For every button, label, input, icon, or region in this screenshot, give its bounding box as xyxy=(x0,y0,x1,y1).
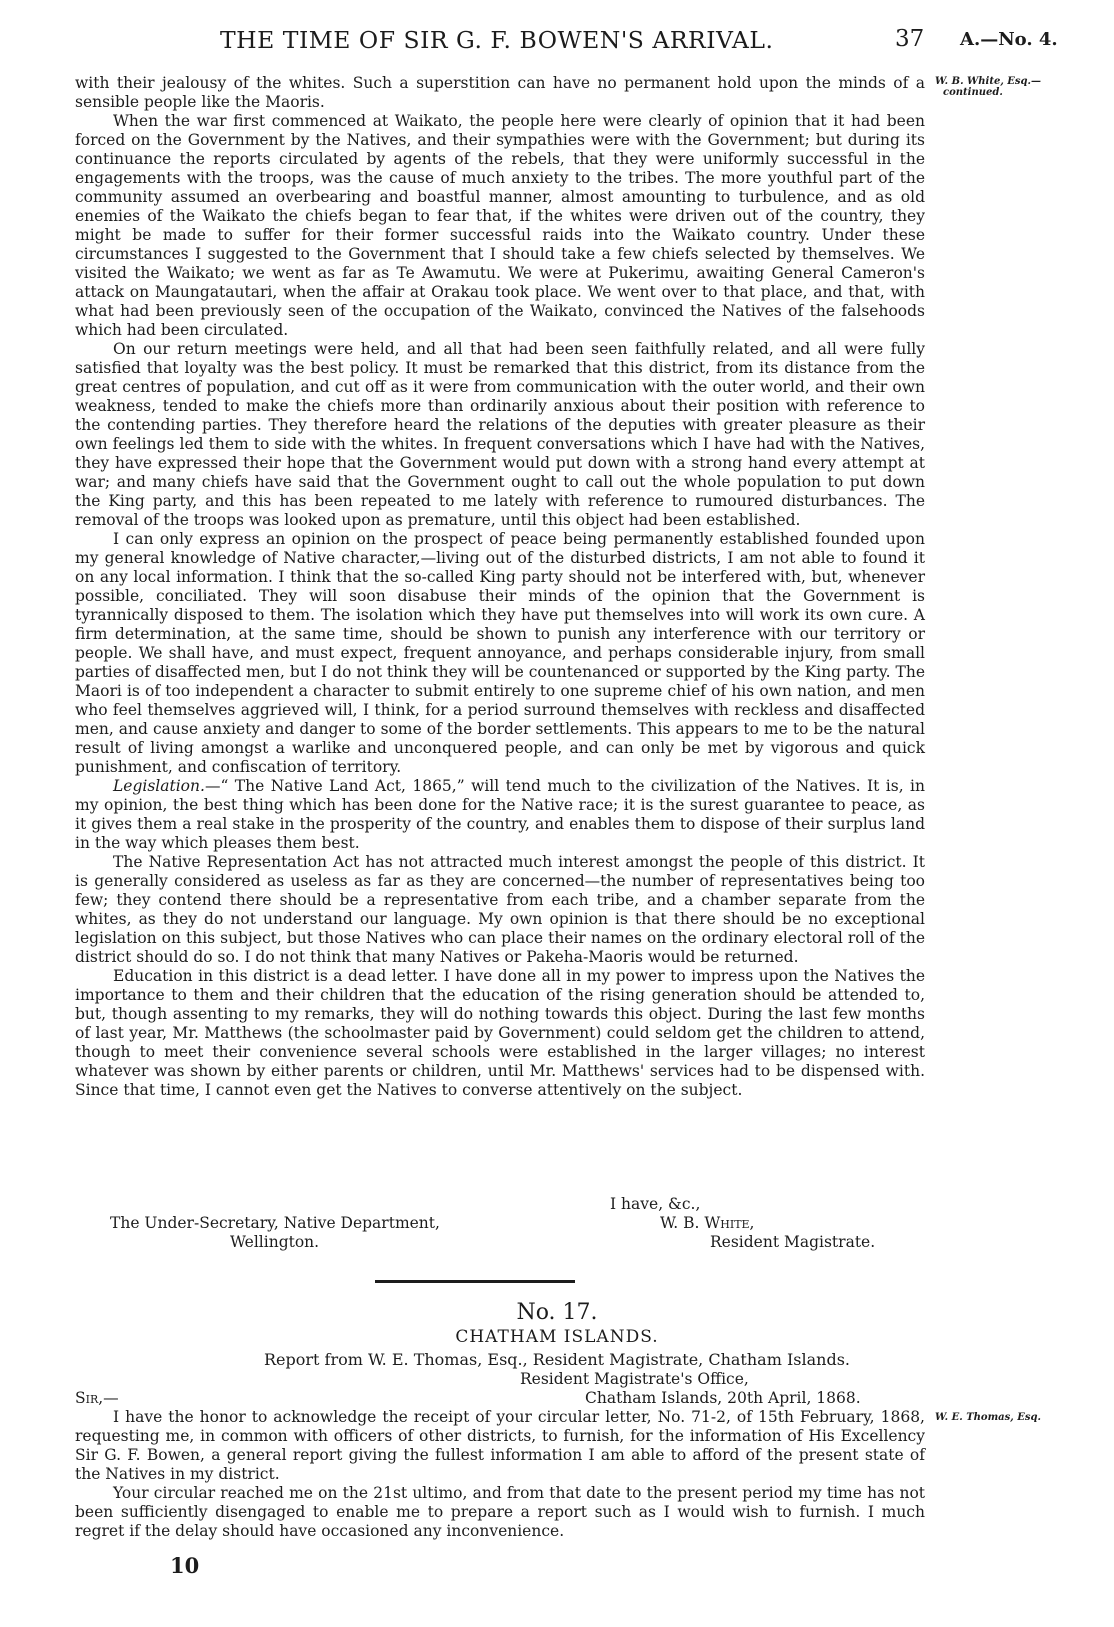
paragraph: When the war first commenced at Waikato, the people here were clearly of opinion that it had been forced on the Government by the Natives, and their sympathies were with the Government; but during its continuance the reports circulated by agents of the rebels, that they were uniformly successful in the engagements with the troops, was the cause of much anxiety to the tribes. The more youthful part of the community assumed an overbearing and boastful manner, almost amounting to turbulence, and as old enemies of the Waikato the chiefs began to fear that, if the whites were driven out of the country, they might be made to suffer for their former successful raids into the Waikato country. Under these circumstances I suggested to the Government that I should take a few chiefs selected by themselves. We visited the Waikato; we went as far as Te Awamutu. We were at Pukerimu, awaiting General Cameron's attack on Maungatautari, when the affair at Orakau took place. We went over to that place, and that, with what had been previously seen of the occupation of the Waikato, convinced the Natives of the falsehoods which had been circulated. xyxy=(75,112,925,339)
addressee-block xyxy=(110,1214,440,1252)
document-number: No. 17. xyxy=(516,1300,598,1325)
office-address xyxy=(520,1370,861,1408)
signature-mark: 10 xyxy=(170,1553,200,1578)
document-region: CHATHAM ISLANDS. xyxy=(455,1327,659,1347)
office-line: Resident Magistrate's Office, xyxy=(520,1370,749,1388)
legislation-heading: Legislation. xyxy=(113,777,205,795)
date-line: Chatham Islands, 20th April, 1868. xyxy=(585,1389,861,1407)
letter-body-thomas xyxy=(75,1408,925,1541)
margin-note-line: W. B. White, Esq.— xyxy=(935,76,1042,87)
closing-line: I have, &c., xyxy=(610,1195,701,1213)
closing-block xyxy=(610,1195,875,1252)
paragraph-legislation xyxy=(75,777,925,853)
signatory-name: W. B. White, xyxy=(660,1214,755,1232)
document-subtitle: Report from W. E. Thomas, Esq., Resident Magistrate, Chatham Islands. xyxy=(264,1350,850,1369)
margin-note-thomas: W. E. Thomas, Esq. xyxy=(935,1412,1041,1423)
letter-body-white xyxy=(75,74,925,1100)
paragraph: Education in this district is a dead letter. I have done all in my power to impress upon the Natives the importance to them and their children that the education of the rising generation should be attended to, but, though assenting to my remarks, they will do nothing towards this object. During the last few months of last year, Mr. Matthews (the schoolmaster paid by Government) could seldom get the children to attend, though to meet their convenience several schools were established in the larger villages; no interest whatever was shown by either parents or children, until Mr. Matthews' services had to be dispensed with. Since that time, I cannot even get the Natives to converse attentively on the subject. xyxy=(75,967,925,1099)
document-reference: A.—No. 4. xyxy=(960,29,1058,50)
paragraph: I have the honor to acknowledge the receipt of your circular letter, No. 71-2, of 15th February, 1868, requesting me, in common with officers of other districts, to furnish, for the information of His Excellency Sir G. F. Bowen, a general report giving the fullest information I am able to afford of the present state of the Natives in my district. xyxy=(75,1408,925,1483)
salutation: Sir,— xyxy=(75,1389,119,1407)
margin-note-white xyxy=(935,76,1041,98)
paragraph: On our return meetings were held, and all that had been seen faithfully related, and all were fully satisfied that loyalty was the best policy. It must be remarked that this district, from its distance from the great centres of population, and cut off as it were from communication with the outer world, and their own weakness, tended to make the chiefs more than ordinarily anxious about their position with reference to the contending parties. They therefore heard the relations of the deputies with greater pleasure as their own feelings led them to side with the whites. In frequent conversations which I have had with the Natives, they have expressed their hope that the Government would put down with a strong hand every attempt at war; and many chiefs have said that the Government ought to call out the whole population to put down the King party, and this has been repeated to me lately with reference to rumoured disturbances. The removal of the troops was looked upon as premature, until this object had been established. xyxy=(75,340,925,529)
paragraph: I can only express an opinion on the prospect of peace being permanently established founded upon my general knowledge of Native character,—living out of the disturbed districts, I am not able to found it on any local information. I think that the so-called King party should not be interfered with, but, whenever possible, conciliated. They will soon disabuse their minds of the opinion that the Government is tyrannically disposed to them. The isolation which they have put themselves into will work its own cure. A firm determination, at the same time, should be shown to punish any interference with our territory or people. We shall have, and must expect, frequent annoyance, and perhaps considerable injury, from small parties of disaffected men, but I do not think they will be countenanced or supported by the King party. The Maori is of too independent a character to submit entirely to one supreme chief of his own nation, and men who feel themselves aggrieved will, I think, for a period surround themselves with reckless and disaffected men, and cause anxiety and danger to some of the border settlements. This appears to me to be the natural result of living amongst a warlike and unconquered people, and can only be met by vigorous and quick punishment, and confiscation of territory. xyxy=(75,530,925,776)
paragraph: The Native Representation Act has not attracted much interest amongst the people of this district. It is generally considered as useless as far as they are concerned—the number of representatives being too few; they contend there should be a representative from each tribe, and a chamber separate from the whites, as they do not understand our language. My own opinion is that there should be no exceptional legislation on this subject, but those Natives who can place their names on the ordinary electoral roll of the district should do so. I do not think that many Natives or Pakeha-Maoris would be returned. xyxy=(75,853,925,966)
section-divider xyxy=(375,1280,575,1283)
running-title: THE TIME OF SIR G. F. BOWEN'S ARRIVAL. xyxy=(220,26,774,54)
paragraph: with their jealousy of the whites. Such a superstition can have no permanent hold upon the minds of a sensible people like the Maoris. xyxy=(75,74,925,111)
signatory-title: Resident Magistrate. xyxy=(710,1233,876,1251)
addressee-city: Wellington. xyxy=(230,1233,320,1251)
legislation-text: —“ The Native Land Act, 1865,” will tend much to the civilization of the Natives. It is, in my opinion, the best thing which has been done for the Native race; it is the surest guarantee to peace, as it gives them a real stake in the prosperity of the country, and enables them to dispose of their surplus land in the way which pleases them best. xyxy=(75,777,925,852)
margin-note-line: continued. xyxy=(943,87,1003,98)
paragraph: Your circular reached me on the 21st ultimo, and from that date to the present period my time has not been sufficiently disengaged to enable me to prepare a report such as I would wish to furnish. I much regret if the delay should have occasioned any inconvenience. xyxy=(75,1484,925,1540)
page-number: 37 xyxy=(895,26,925,52)
addressee-line: The Under-Secretary, Native Department, xyxy=(110,1214,440,1232)
page-header xyxy=(0,18,1114,58)
